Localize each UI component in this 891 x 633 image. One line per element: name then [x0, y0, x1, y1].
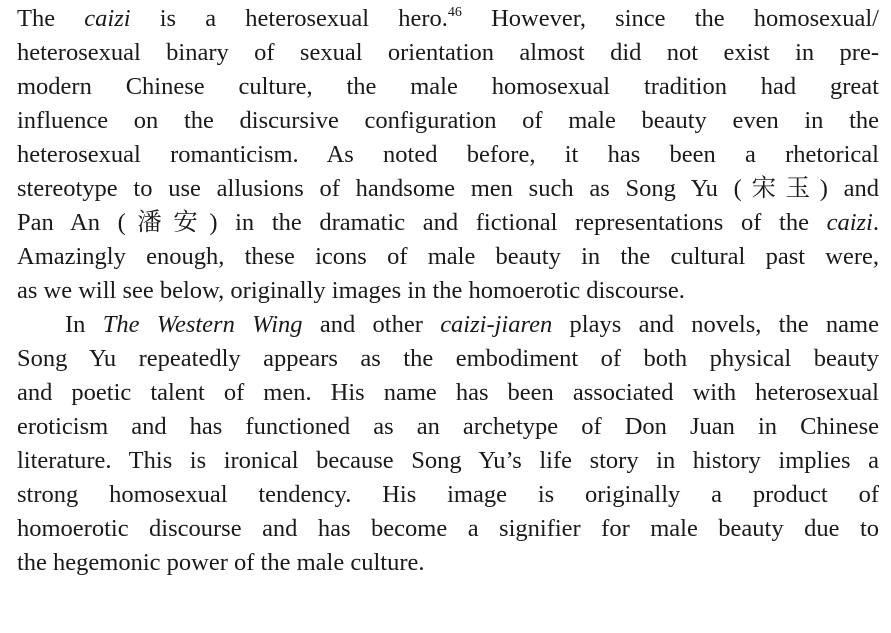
- text-run: the hegemonic power of the male culture.: [17, 549, 425, 576]
- italic-term: The Western Wing: [102, 311, 303, 338]
- text-run: eroticism and has functioned as an archetype of Don Juan in Chinese: [17, 413, 879, 440]
- text-run: Pan An (潘安) in the dramatic and fictional representations of the: [17, 209, 827, 236]
- italic-term: caizi: [84, 5, 131, 32]
- text-line: [17, 104, 879, 138]
- text-run: heterosexual binary of sexual orientation almost did not exist in pre-: [17, 39, 879, 66]
- text-run: modern Chinese culture, the male homosexual tradition had great: [17, 73, 879, 100]
- text-line: [17, 206, 879, 240]
- text-line: [17, 172, 879, 206]
- text-line: [17, 546, 879, 580]
- text-line: [17, 376, 879, 410]
- text-run: strong homosexual tendency. His image is originally a product of: [17, 481, 879, 508]
- footnote-marker: 46: [447, 5, 462, 20]
- text-run: influence on the discursive configuration of male beauty even in the: [17, 107, 879, 134]
- text-run: and other: [302, 311, 441, 338]
- text-line: [17, 70, 879, 104]
- paragraph-caizi-hero: [17, 2, 879, 308]
- text-run: .: [872, 209, 879, 236]
- text-run: Amazingly enough, these icons of male beauty in the cultural past were,: [17, 243, 879, 270]
- text-run: homoerotic discourse and has become a signifier for male beauty due to: [17, 515, 879, 542]
- text-line: [17, 240, 879, 274]
- text-run: stereotype to use allusions of handsome men such as Song Yu (宋玉) and: [17, 175, 879, 202]
- text-line: [17, 342, 879, 376]
- text-run: In: [65, 311, 103, 338]
- text-run: However, since the homosexual/: [461, 5, 879, 32]
- paragraph-song-yu: [17, 308, 879, 580]
- text-line: [17, 444, 879, 478]
- text-line: [17, 36, 879, 70]
- text-run: heterosexual romanticism. As noted before, it has been a rhetorical: [17, 141, 879, 168]
- text-run: The: [17, 5, 85, 32]
- text-run: and poetic talent of men. His name has been associated with heterosexual: [17, 379, 879, 406]
- italic-term: caizi: [826, 209, 873, 236]
- italic-term: caizi-jiaren: [440, 311, 553, 338]
- text-line: [17, 274, 879, 308]
- text-line: [17, 478, 879, 512]
- text-run: is a heterosexual hero.: [130, 5, 448, 32]
- text-line: [17, 138, 879, 172]
- text-line: [17, 512, 879, 546]
- text-run: Song Yu repeatedly appears as the embodiment of both physical beauty: [17, 345, 879, 372]
- text-run: literature. This is ironical because Song Yu’s life story in history implies a: [17, 447, 879, 474]
- text-line: [17, 2, 879, 36]
- text-run: as we will see below, originally images in the homoerotic discourse.: [17, 277, 685, 304]
- text-line: [17, 308, 879, 342]
- text-line: [17, 410, 879, 444]
- text-run: plays and novels, the name: [552, 311, 879, 338]
